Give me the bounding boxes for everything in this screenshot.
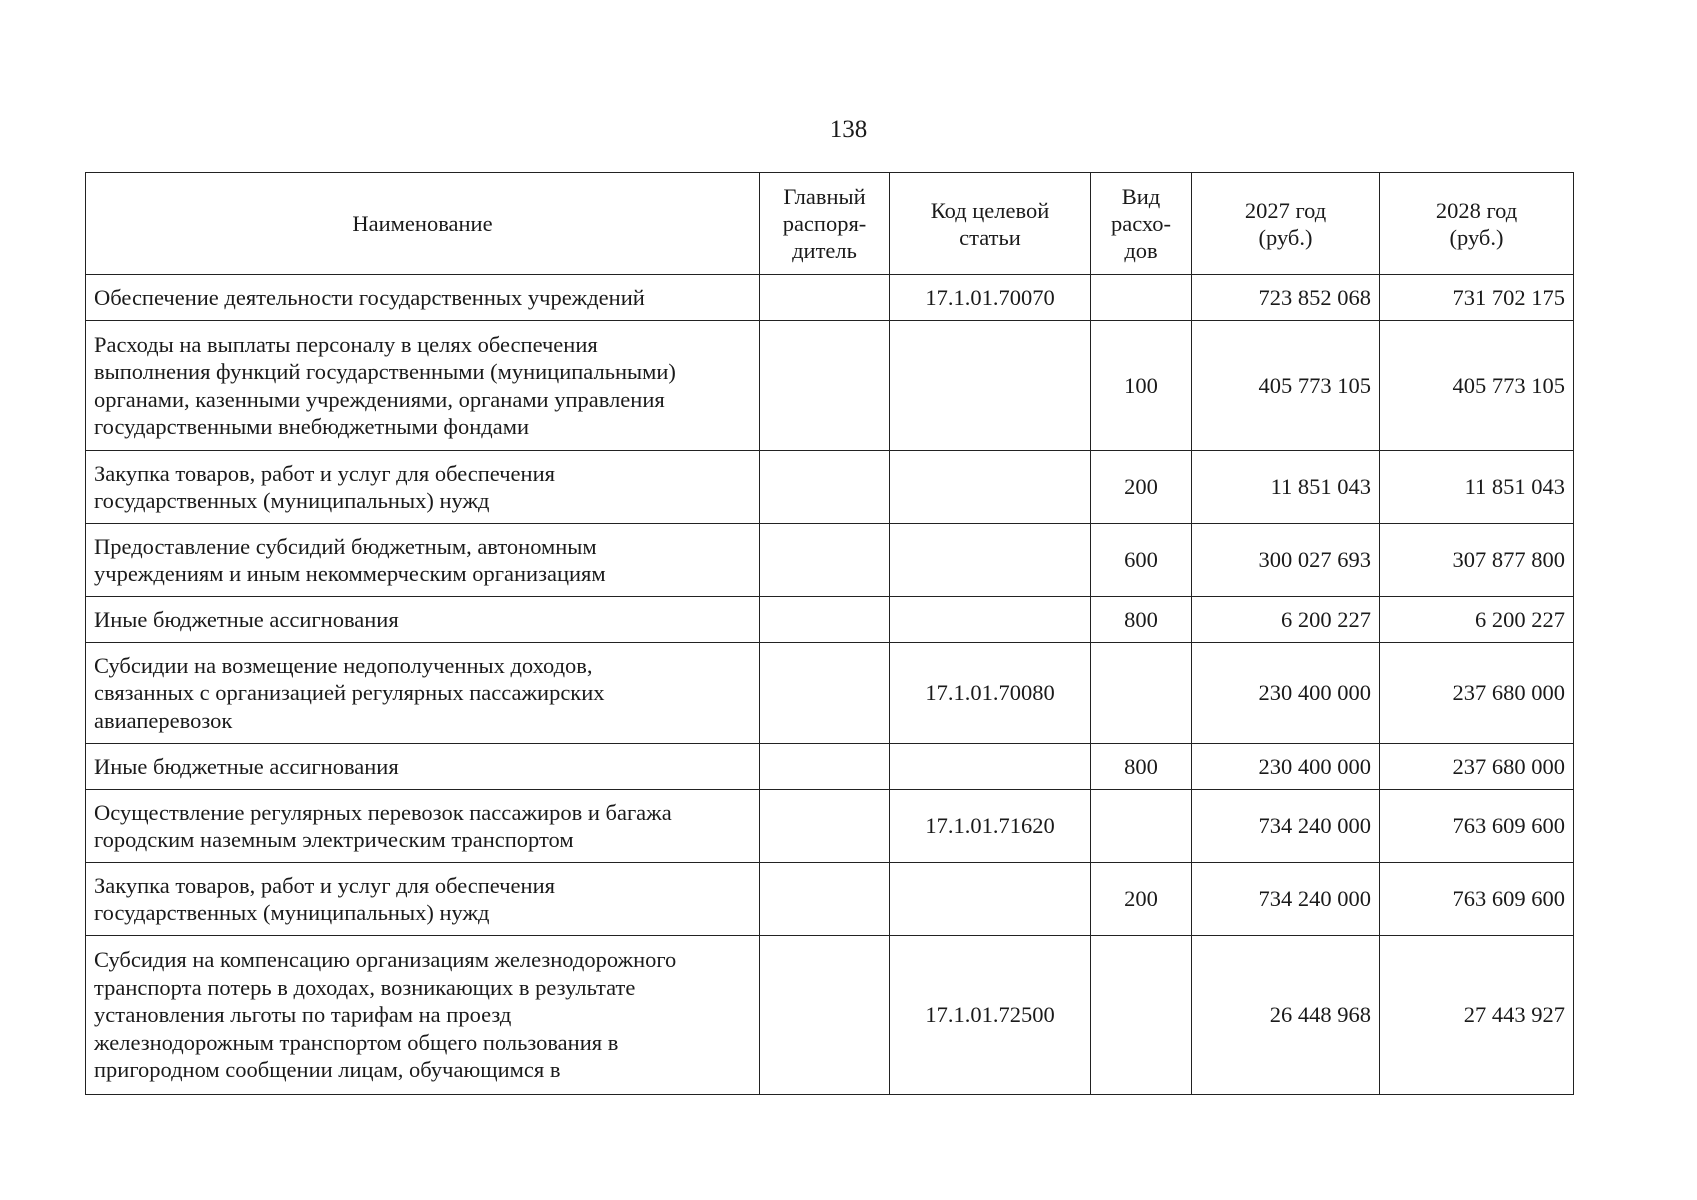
row-manager: [760, 790, 890, 863]
row-name-line: Предоставление субсидий бюджетным, автономным: [94, 533, 597, 559]
row-manager: [760, 275, 890, 321]
row-type: [1091, 790, 1192, 863]
row-name: [86, 451, 760, 524]
row-name-line: Расходы на выплаты персоналу в целях обеспечения: [94, 331, 598, 357]
header-code: [890, 173, 1091, 275]
row-2028: 731 702 175: [1380, 275, 1574, 321]
table-row: [86, 451, 1574, 524]
header-manager: [760, 173, 890, 275]
row-name: [86, 321, 760, 451]
row-name: [86, 643, 760, 744]
row-name-line: Субсидия на компенсацию организациям железнодорожного: [94, 947, 677, 973]
row-2027: 230 400 000: [1192, 643, 1380, 744]
row-name: [86, 863, 760, 936]
row-manager: [760, 597, 890, 643]
row-name-line: транспорта потерь в доходах, возникающих в результате: [94, 974, 636, 1000]
table-row: [86, 321, 1574, 451]
row-code: [890, 863, 1091, 936]
row-name-line: установления льготы по тарифам на проезд: [94, 1002, 512, 1028]
row-name: [86, 744, 760, 790]
header-type-line: дов: [1124, 238, 1158, 263]
row-code: [890, 524, 1091, 597]
row-2027: 11 851 043: [1192, 451, 1380, 524]
row-name-line: государственными внебюджетными фондами: [94, 414, 530, 439]
header-2027: [1192, 173, 1380, 275]
header-name: Наименование: [86, 173, 760, 275]
row-name-line: учреждениям и иным некоммерческим организациям: [94, 561, 606, 586]
table-row: [86, 275, 1574, 321]
row-code: 17.1.01.70080: [890, 643, 1091, 744]
row-type: 100: [1091, 321, 1192, 451]
row-2028: 763 609 600: [1380, 863, 1574, 936]
header-type: [1091, 173, 1192, 275]
row-name-line: железнодорожным транспортом общего пользования в: [94, 1029, 619, 1055]
row-2028: 405 773 105: [1380, 321, 1574, 451]
row-type: 800: [1091, 744, 1192, 790]
budget-table: [85, 172, 1574, 1095]
row-name-line: пригородном сообщении лицам, обучающимся в: [94, 1057, 561, 1083]
table-row: [86, 744, 1574, 790]
row-manager: [760, 524, 890, 597]
table-body: [86, 275, 1574, 1095]
header-2027-line: 2027 год: [1244, 197, 1327, 223]
row-name: [86, 597, 760, 643]
page-number: 138: [829, 116, 868, 143]
row-name-line: государственных (муниципальных) нужд: [94, 488, 490, 513]
row-name-line: Осуществление регулярных перевозок пассажиров и багажа: [94, 799, 672, 825]
row-2027: 723 852 068: [1192, 275, 1380, 321]
header-manager-line: распоря-: [782, 211, 867, 236]
row-2028: 11 851 043: [1380, 451, 1574, 524]
row-2028: 27 443 927: [1380, 936, 1574, 1095]
table-row: [86, 643, 1574, 744]
table-row: [86, 790, 1574, 863]
row-2027: 230 400 000: [1192, 744, 1380, 790]
row-2027: 734 240 000: [1192, 790, 1380, 863]
header-2028-line: (руб.): [1449, 224, 1504, 250]
row-manager: [760, 744, 890, 790]
row-code: 17.1.01.72500: [890, 936, 1091, 1095]
header-2028-line: 2028 год: [1435, 197, 1518, 223]
row-2028: 763 609 600: [1380, 790, 1574, 863]
row-name-line: Иные бюджетные ассигнования: [94, 606, 399, 632]
row-name: [86, 936, 760, 1095]
row-name-line: государственных (муниципальных) нужд: [94, 900, 490, 925]
row-type: 800: [1091, 597, 1192, 643]
row-name: [86, 524, 760, 597]
row-manager: [760, 321, 890, 451]
row-2027: 26 448 968: [1192, 936, 1380, 1095]
table-row: [86, 863, 1574, 936]
row-code: 17.1.01.71620: [890, 790, 1091, 863]
row-2027: 734 240 000: [1192, 863, 1380, 936]
row-manager: [760, 936, 890, 1095]
header-row: [86, 173, 1574, 275]
row-code: [890, 744, 1091, 790]
table-row: [86, 524, 1574, 597]
row-type: [1091, 936, 1192, 1095]
row-2028: 6 200 227: [1380, 597, 1574, 643]
row-name-line: Обеспечение деятельности государственных учреждений: [94, 284, 645, 310]
header-manager-line: дитель: [792, 238, 857, 263]
header-type-line: расхо-: [1110, 211, 1172, 236]
row-type: [1091, 275, 1192, 321]
row-2028: 237 680 000: [1380, 643, 1574, 744]
row-type: 600: [1091, 524, 1192, 597]
row-type: [1091, 643, 1192, 744]
header-2028: [1380, 173, 1574, 275]
row-name-line: городским наземным электрическим транспортом: [94, 827, 574, 852]
row-2027: 405 773 105: [1192, 321, 1380, 451]
row-name-line: органами, казенными учреждениями, органами управления: [94, 386, 665, 412]
row-manager: [760, 451, 890, 524]
row-code: [890, 451, 1091, 524]
header-2027-line: (руб.): [1258, 224, 1313, 250]
row-name-line: Закупка товаров, работ и услуг для обеспечения: [94, 460, 555, 486]
row-2027: 300 027 693: [1192, 524, 1380, 597]
row-name-line: связанных с организацией регулярных пассажирских: [94, 680, 605, 706]
row-manager: [760, 863, 890, 936]
header-code-line: Код целевой: [930, 197, 1050, 223]
row-name: [86, 790, 760, 863]
row-name-line: Иные бюджетные ассигнования: [94, 753, 399, 779]
header-manager-line: Главный: [783, 184, 866, 209]
row-name-line: авиаперевозок: [94, 707, 233, 733]
row-name: [86, 275, 760, 321]
row-code: 17.1.01.70070: [890, 275, 1091, 321]
row-type: 200: [1091, 451, 1192, 524]
row-name-line: Субсидии на возмещение недополученных доходов,: [94, 652, 593, 678]
header-code-line: статьи: [959, 224, 1021, 250]
row-type: 200: [1091, 863, 1192, 936]
table-row: [86, 936, 1574, 1095]
header-type-line: Вид: [1121, 184, 1161, 209]
row-2028: 307 877 800: [1380, 524, 1574, 597]
row-2027: 6 200 227: [1192, 597, 1380, 643]
row-name-line: Закупка товаров, работ и услуг для обеспечения: [94, 872, 555, 898]
row-2028: 237 680 000: [1380, 744, 1574, 790]
table-row: [86, 597, 1574, 643]
row-name-line: выполнения функций государственными (муниципальными): [94, 359, 676, 384]
row-code: [890, 597, 1091, 643]
row-code: [890, 321, 1091, 451]
row-manager: [760, 643, 890, 744]
